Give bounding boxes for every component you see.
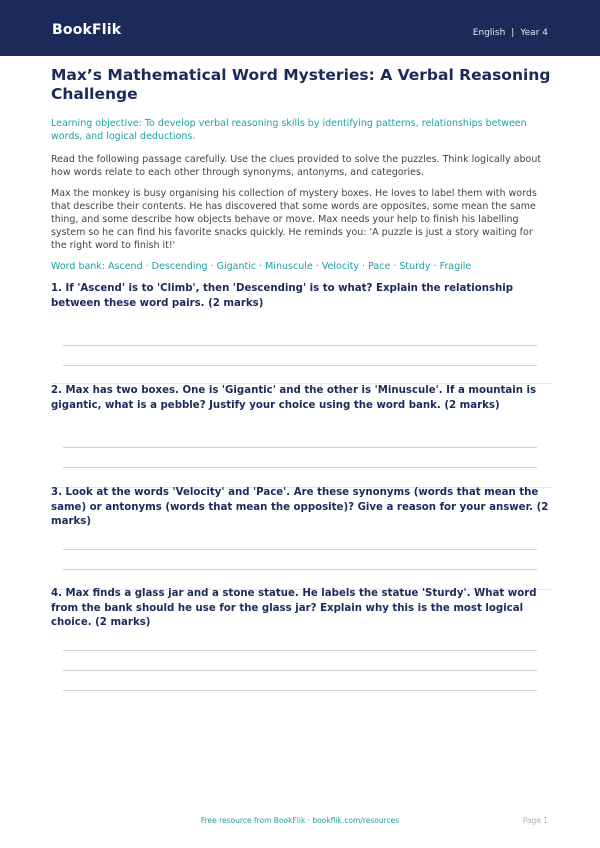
intro-section	[51, 66, 551, 273]
learning-objective: Learning objective: To develop verbal reasoning skills by identifying patterns, relationships between words, and logical deductions.	[51, 118, 527, 142]
meta-separator: |	[511, 28, 515, 38]
answer-line[interactable]	[63, 569, 537, 570]
answer-line[interactable]	[63, 365, 537, 366]
question-3: 3. Look at the words 'Velocity' and 'Pace'. Are these synonyms (words that mean the same) or antonyms (words that mean the opposite)? Give a reason for your answer. (2 marks)	[51, 487, 549, 527]
answer-line[interactable]	[63, 690, 537, 691]
answer-line[interactable]	[63, 670, 537, 671]
question-2: 2. Max has two boxes. One is 'Gigantic' and the other is 'Minuscule'. If a mountain is gigantic, what is a pebble? Justify your choice using the word bank. (2 marks)	[51, 385, 537, 411]
brand-logo: BookFlik	[52, 22, 122, 38]
story-passage: Max the monkey is busy organising his collection of mystery boxes. He loves to label them with words that describe their contents. He has discovered that some words are opposites, some mean the same thing, and some describe how objects behave or move. Max needs your help to finish his labelling system so he can find his favorite snacks quickly. He reminds you: 'A puzzle is just a story waiting for the right word to finish it!'	[51, 188, 537, 251]
footer-credit: Free resource from BookFlik · bookflik.com/resources	[200, 816, 400, 825]
page-header	[0, 0, 600, 56]
subject-label: English	[472, 28, 506, 38]
answer-line[interactable]	[63, 345, 537, 346]
instructions-text: Read the following passage carefully. Use the clues provided to solve the puzzles. Think logically about how words relate to each other through synonyms, antonyms, and categories.	[51, 154, 542, 178]
page-number: Page 1	[522, 816, 548, 825]
year-label: Year 4	[520, 28, 548, 38]
answer-line[interactable]	[63, 650, 537, 651]
question-1: 1. If 'Ascend' is to 'Climb', then 'Descending' is to what? Explain the relationship between these word pairs. (2 marks)	[51, 283, 514, 309]
word-bank: Word bank: Ascend · Descending · Gigantic · Minuscule · Velocity · Pace · Sturdy · Fragile	[51, 261, 472, 272]
worksheet-title: Max’s Mathematical Word Mysteries: A Verbal Reasoning Challenge	[51, 66, 551, 103]
answer-line[interactable]	[63, 447, 537, 448]
header-meta	[473, 28, 548, 38]
answer-line[interactable]	[63, 467, 537, 468]
answer-line[interactable]	[63, 549, 537, 550]
question-4: 4. Max finds a glass jar and a stone statue. He labels the statue 'Sturdy'. What word from the bank should he use for the glass jar? Explain why this is the most logical choice. (2 marks)	[51, 588, 537, 628]
